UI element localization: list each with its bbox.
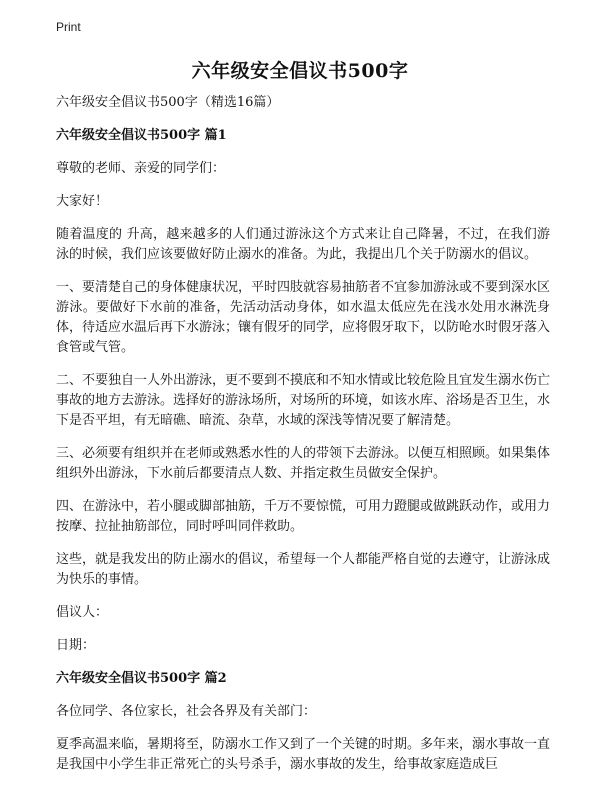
section-1-point-2: 二、不要独自一人外出游泳，更不要到不摸底和不知水情或比较危险且宜发生溺水伤亡事故的地方去游泳。选择好的游泳场所，对场所的环境，如该水库、浴场是否卫生，水下是否平坦，有无暗礁、暗流、杂草，水域的深浅等情况要了解清楚。 xyxy=(56,373,551,428)
section-2-intro: 夏季高温来临，暑期将至，防溺水工作又到了一个关键的时期。多年来，溺水事故一直是我国中小学生非正常死亡的头号杀手，溺水事故的发生，给事故家庭造成巨 xyxy=(56,737,551,772)
section-2-heading: 六年级安全倡议书500字 篇2 xyxy=(56,671,227,686)
section-1-hello: 大家好！ xyxy=(56,194,109,209)
document-subtitle: 六年级安全倡议书500字（精选16篇） xyxy=(56,95,280,110)
section-1-point-3: 三、必须要有组织并在老师或熟悉水性的人的带领下去游泳。以便互相照顾。如果集体组织外出游泳，下水前后都要清点人数、并指定救生员做安全保护。 xyxy=(56,446,551,481)
section-1-proposer: 倡议人： xyxy=(56,605,109,620)
section-1-greeting: 尊敬的老师、亲爱的同学们： xyxy=(56,161,226,176)
section-1-heading: 六年级安全倡议书500字 篇1 xyxy=(56,128,227,143)
section-1-point-1: 一、要清楚自己的身体健康状况，平时四肢就容易抽筋者不宜参加游泳或不要到深水区游泳。要做好下水前的准备，先活动活动身体，如水温太低应先在浅水处用水淋洗身体，待适应水温后再下水游泳；镶有假牙的同学，应将假牙取下，以防呛水时假牙落入食管或气管。 xyxy=(56,280,551,355)
section-1-date: 日期： xyxy=(56,638,96,653)
print-link[interactable]: Print xyxy=(56,20,81,34)
section-1-point-4: 四、在游泳中，若小腿或脚部抽筋，千万不要惊慌，可用力蹬腿或做跳跃动作，或用力按摩、拉扯抽筋部位，同时呼叫同伴救助。 xyxy=(56,499,551,534)
section-1-closing: 这些，就是我发出的防止溺水的倡议，希望每一个人都能严格自觉的去遵守，让游泳成为快乐的事情。 xyxy=(56,552,551,587)
document-title: 六年级安全倡议书500字 xyxy=(191,60,409,82)
section-2-greeting: 各位同学、各位家长，社会各界及有关部门： xyxy=(56,704,317,719)
document-body xyxy=(56,93,550,788)
section-1-intro: 随着温度的 升高，越来越多的人们通过游泳这个方式来让自己降暑，不过，在我们游泳的时候，我们应该要做好防止溺水的准备。为此，我提出几个关于防溺水的倡议。 xyxy=(56,227,550,262)
